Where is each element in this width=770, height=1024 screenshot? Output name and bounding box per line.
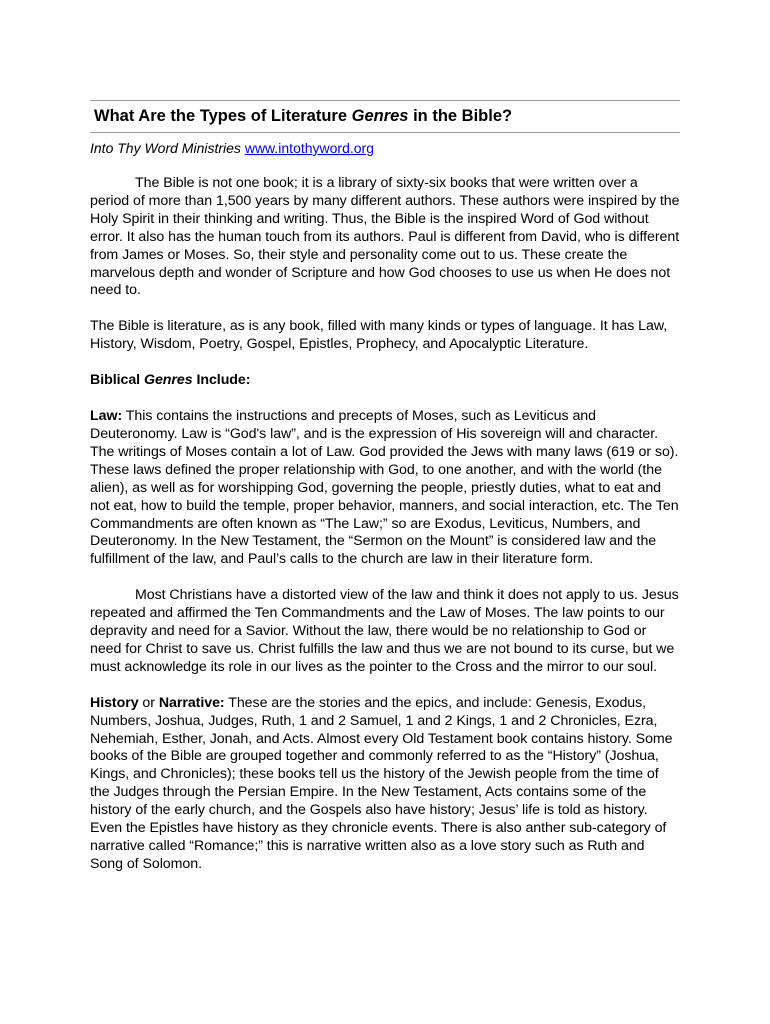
document-body (90, 175, 680, 874)
title-bottom-rule (90, 132, 680, 133)
title-text: What Are the Types of Literature (94, 107, 352, 125)
heading-text: Biblical (90, 372, 144, 389)
heading-text-end: Include: (192, 372, 251, 389)
history-or: or (138, 694, 159, 711)
intro-paragraph: The Bible is not one book; it is a library of sixty-six books that were written over a period of more than 1,500 years by many different authors. These authors were inspired by the Holy Spirit in their thinking and writing. Thus, the Bible is the inspired Word of God without error. It also has the human touch from its authors. Paul is different from David, who is different from James or Moses. So, their style and personality come out to us. These create the marvelous depth and wonder of Scripture and how God chooses to use us when He does not need to. (90, 175, 680, 299)
title-italic-text: Genres (351, 107, 409, 125)
history-paragraph (90, 695, 680, 874)
website-link[interactable]: www.intothyword.org (244, 140, 374, 156)
title-text-end: in the Bible? (408, 107, 513, 125)
history-text: These are the stories and the epics, and include: Genesis, Exodus, Numbers, Joshua, Judges, Ruth, 1 and 2 Samuel, 1 and 2 Kings, 1 and 2 Chronicles, Ezra, Nehemiah, Esther, Jonah, and Acts. Almost every Old Testament book contains history. Some books of the Bible are grouped together and commonly referred to as the “History” (Joshua, Kings, and Chronicles); these books tell us the history of the Jewish people from the time of the Judges through the Persian Empire. In the New Testament, Acts contains some of the history of the early church, and the Gospels also have history; Jesus’ life is told as history. Even the Epistles have history as they chronicle events. There is also anther sub-category of narrative called “Romance;” this is narrative written also as a love story such as Ruth and Song of Solomon. (90, 694, 673, 872)
history-label: History (90, 694, 139, 711)
law-paragraph (90, 408, 680, 569)
narrative-label: Narrative: (158, 694, 225, 711)
document-title (90, 101, 680, 132)
law-text: This contains the instructions and precepts of Moses, such as Leviticus and Deuteronomy. Law is “God's law”, and is the expression of His sovereign will and character. The writings of Moses contain a lot of Law. God provided the Jews with many laws (619 or so). These laws defined the proper relationship with God, to one another, and with the world (the alien), as well as for worshipping God, governing the people, priestly duties, what to eat and not eat, how to build the temple, proper behavior, manners, and social interaction, etc. The Ten Commandments are often known as “The Law;” so are Exodus, Leviticus, Numbers, and Deuteronomy. In the New Testament, the “Sermon on the Mount” is considered law and the fulfillment of the law, and Paul’s calls to the church are law in their literature form. (90, 408, 679, 568)
genres-heading (90, 372, 680, 390)
literature-paragraph: The Bible is literature, as is any book, filled with many kinds or types of language. It has Law, History, Wisdom, Poetry, Gospel, Epistles, Prophecy, and Apocalyptic Literature. (90, 318, 668, 353)
byline-organization: Into Thy Word Ministries (90, 140, 241, 156)
law-second-paragraph: Most Christians have a distorted view of the law and think it does not apply to us. Jesus repeated and affirmed the Ten Commandments and the Law of Moses. The law points to our depravity and need for a Savior. Without the law, there would be no relationship to God or need for Christ to save us. Christ fulfills the law and thus we are not bound to its curse, but we must acknowledge its role in our lives as the pointer to the Cross and the mirror to our soul. (90, 587, 679, 675)
law-label: Law: (90, 408, 123, 425)
document-page (90, 100, 680, 874)
byline (90, 139, 680, 157)
heading-italic-text: Genres (143, 372, 193, 389)
